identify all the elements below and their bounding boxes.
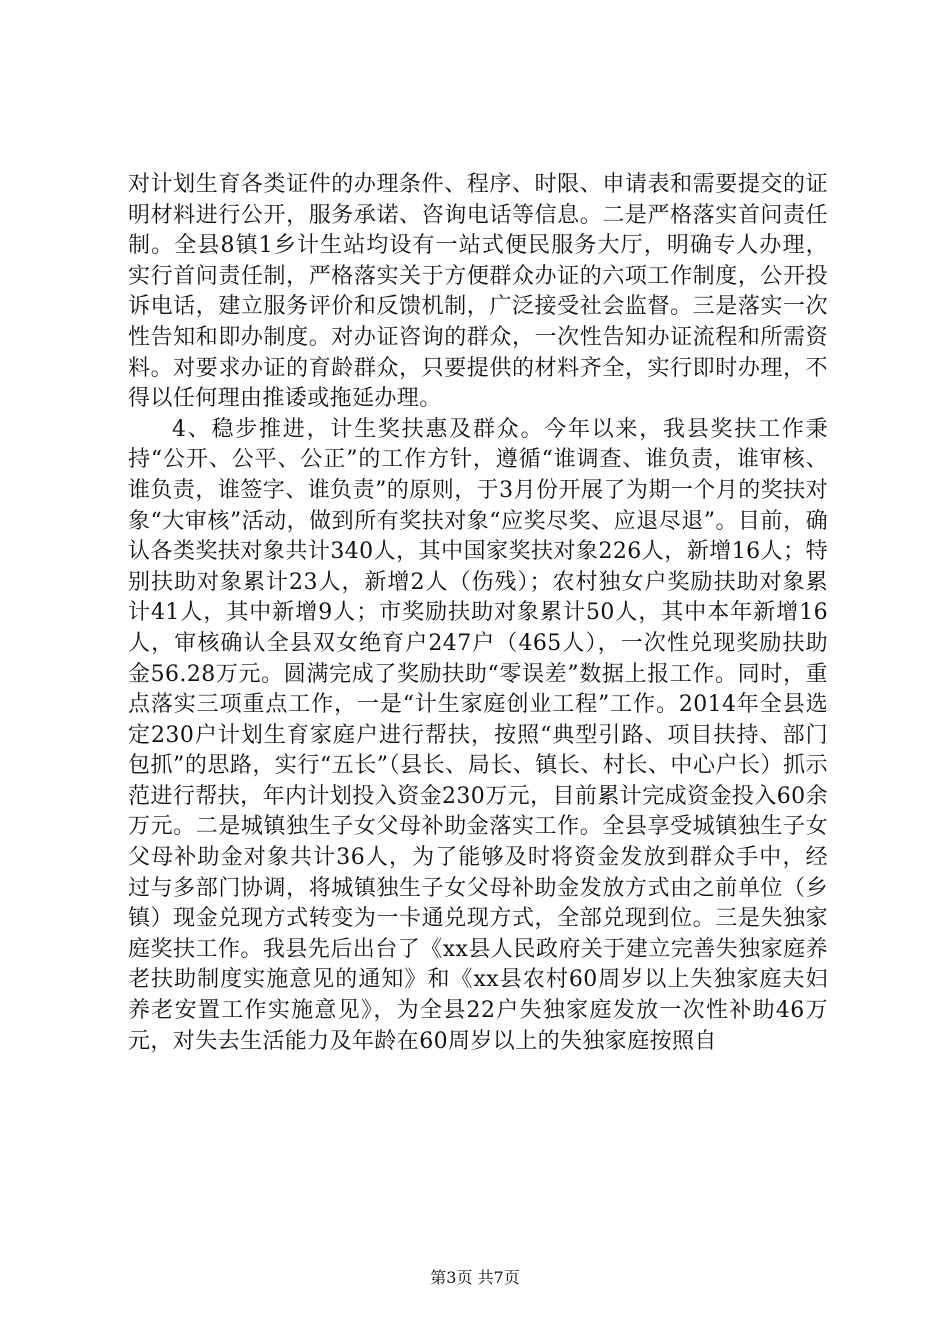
body-text	[128, 170, 828, 1057]
page-number: 第3页 共7页	[430, 1268, 520, 1287]
paragraph-1: 对计划生育各类证件的办理条件、程序、时限、申请表和需要提交的证明材料进行公开，服务承诺、咨询电话等信息。二是严格落实首问责任制。全县8镇1乡计生站均设有一站式便民服务大厅，明确专人办理，实行首问责任制，严格落实关于方便群众办证的六项工作制度，公开投诉电话，建立服务评价和反馈机制，广泛接受社会监督。三是落实一次性告知和即办制度。对办证咨询的群众，一次性告知办证流程和所需资料。对要求办证的育龄群众，只要提供的材料齐全，实行即时办理，不得以任何理由推诿或拖延办理。	[128, 172, 828, 412]
paragraph-2: 4、稳步推进，计生奖扶惠及群众。今年以来，我县奖扶工作秉持“公开、公平、公正”的工作方针，遵循“谁调查、谁负责，谁审核、谁负责，谁签字、谁负责”的原则，于3月份开展了为期一个月的奖扶对象“大审核”活动，做到所有奖扶对象“应奖尽奖、应退尽退”。目前，确认各类奖扶对象共计340人，其中国家奖扶对象226人，新增16人；特别扶助对象累计23人，新增2人（伤残）；农村独女户奖励扶助对象累计41人，其中新增9人；市奖励扶助对象累计50人，其中本年新增16人，审核确认全县双女绝育户247户（465人），一次性兑现奖励扶助金56.28万元。圆满完成了奖励扶助“零误差”数据上报工作。同时，重点落实三项重点工作，一是“计生家庭创业工程”工作。2014年全县选定230户计划生育家庭户进行帮扶，按照“典型引路、项目扶持、部门包抓”的思路，实行“五长”（县长、局长、镇长、村长、中心户长）抓示范进行帮扶，年内计划投入资金230万元，目前累计完成资金投入60余万元。二是城镇独生子女父母补助金落实工作。全县享受城镇独生子女父母补助金对象共计36人，为了能够及时将资金发放到群众手中，经过与多部门协调，将城镇独生子女父母补助金发放方式由之前单位（乡镇）现金兑现方式转变为一卡通兑现方式，全部兑现到位。三是失独家庭奖扶工作。我县先后出台了《xx县人民政府关于建立完善失独家庭养老扶助制度实施意见的通知》和《xx县农村60周岁以上失独家庭夫妇养老安置工作实施意见》，为全县22户失独家庭发放一次性补助46万元，对失去生活能力及年龄在60周岁以上的失独家庭按照自	[128, 416, 828, 1054]
page-footer	[0, 1268, 950, 1288]
